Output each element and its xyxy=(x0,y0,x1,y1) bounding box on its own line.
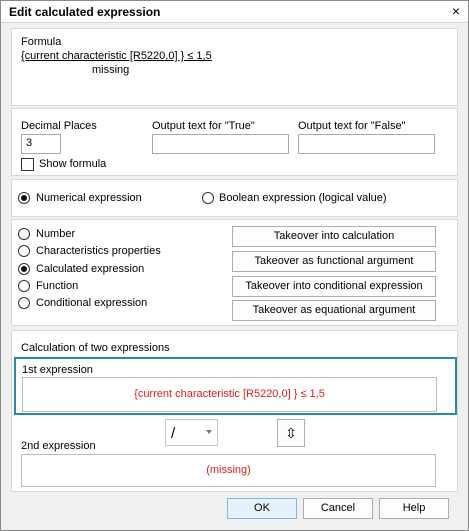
first-expression-box[interactable] xyxy=(22,377,437,412)
true-output-label: Output text for "True" xyxy=(152,120,255,132)
chevron-down-icon xyxy=(206,430,212,434)
type-conditional-expression-radio[interactable] xyxy=(18,297,30,309)
takeover-into-calculation-button[interactable]: Takeover into calculation xyxy=(232,226,436,247)
expression-mode-panel xyxy=(11,179,458,217)
first-expression-group xyxy=(14,357,457,415)
true-output-input[interactable] xyxy=(152,134,289,154)
swap-expressions-button[interactable] xyxy=(277,419,305,447)
first-expression-label: 1st expression xyxy=(22,364,93,376)
numerical-expression-radio[interactable] xyxy=(18,192,30,204)
second-expression-text: (missing) xyxy=(206,464,251,476)
takeover-conditional-expression-button[interactable]: Takeover into conditional expression xyxy=(232,276,436,297)
close-icon[interactable]: × xyxy=(451,3,460,19)
formula-label: Formula xyxy=(21,36,62,48)
operator-dropdown[interactable] xyxy=(165,419,218,446)
operator-value: / xyxy=(171,425,176,442)
decimal-places-input[interactable]: 3 xyxy=(21,134,61,154)
type-number-radio[interactable] xyxy=(18,228,30,240)
title-bar xyxy=(1,1,468,23)
show-formula-label: Show formula xyxy=(39,158,107,170)
boolean-expression-radio[interactable] xyxy=(202,192,214,204)
output-options-panel xyxy=(11,108,458,176)
boolean-expression-label: Boolean expression (logical value) xyxy=(219,192,387,204)
dialog-title: Edit calculated expression xyxy=(9,5,161,19)
type-characteristics-properties-radio[interactable] xyxy=(18,245,30,257)
numerical-expression-label: Numerical expression xyxy=(36,192,142,204)
cancel-button[interactable]: Cancel xyxy=(303,498,373,519)
help-button[interactable]: Help xyxy=(379,498,449,519)
show-formula-checkbox[interactable] xyxy=(21,158,34,171)
false-output-input[interactable] xyxy=(298,134,435,154)
second-expression-box[interactable] xyxy=(21,454,436,487)
takeover-equational-argument-button[interactable]: Takeover as equational argument xyxy=(232,300,436,321)
type-function-radio[interactable] xyxy=(18,280,30,292)
type-function-label: Function xyxy=(36,280,79,292)
ok-button[interactable]: OK xyxy=(227,498,297,519)
calculation-heading: Calculation of two expressions xyxy=(21,342,170,354)
decimal-places-label: Decimal Places xyxy=(21,120,97,132)
false-output-label: Output text for "False" xyxy=(298,120,406,132)
formula-panel xyxy=(11,28,458,106)
formula-expression: {current characteristic [R5220,0] } ≤ 1,5 xyxy=(21,50,212,62)
calculation-panel xyxy=(11,330,458,492)
takeover-functional-argument-button[interactable]: Takeover as functional argument xyxy=(232,251,436,272)
type-number-label: Number xyxy=(36,228,76,240)
swap-icon: ⇳ xyxy=(285,425,297,441)
type-calculated-expression-radio[interactable] xyxy=(18,263,30,275)
formula-missing: missing xyxy=(92,64,130,76)
type-calculated-expression-label: Calculated expression xyxy=(36,263,145,275)
type-conditional-expression-label: Conditional expression xyxy=(36,297,148,309)
type-characteristics-properties-label: Characteristics properties xyxy=(36,245,161,257)
first-expression-text: {current characteristic [R5220,0] } ≤ 1,5 xyxy=(134,388,325,400)
second-expression-label: 2nd expression xyxy=(21,440,96,452)
expression-type-panel xyxy=(11,219,458,326)
